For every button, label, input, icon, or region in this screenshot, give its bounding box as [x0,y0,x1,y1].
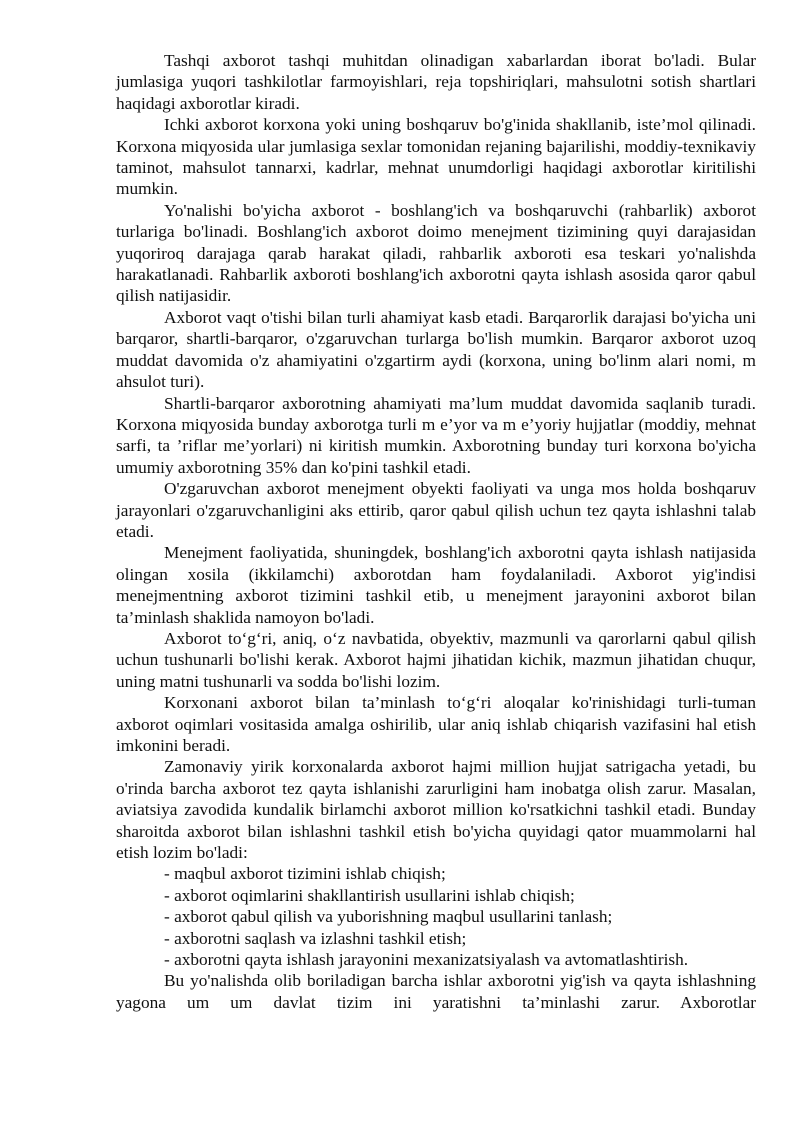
paragraph-large-enterprises: Zamonaviy yirik korxonalarda axborot hajmi million hujjat satrigacha yetadi, bu o'rinda barcha axborot tez qayta ishlanishi zarurligini ham inobatga olish zarur. Masalan, aviatsiya zavodida kundalik birlamchi axborot million ko'rsatkichni tashkil etadi. Bunday sharoitda axborot bilan ishlashni tashkil etish bo'yicha quyidagi qator muammolarni hal etish lozim bo'ladi: [116,757,756,863]
paragraph-variable-info: O'zgaruvchan axborot menejment obyekti faoliyati va unga mos holda boshqaruv jarayonlari o'zgaruvchanligini aks ettirib, qaror qabul qilish uchun tez qayta ishlashni talab etadi. [116,479,756,541]
list-item: - axborotni saqlash va izlashni tashkil etish; [164,928,467,948]
paragraph-info-requirements: Axborot to‘g‘ri, aniq, o‘z navbatida, obyektiv, mazmunli va qarorlarni qabul qilish uchun tushunarli bo'lishi kerak. Axborot hajmi jihatidan kichik, mazmun jihatidan chuqur, uning matni tushunarli va sodda bo'lishi lozim. [116,628,756,691]
list-item: - axborot oqimlarini shakllantirish usullarini ishlab chiqish; [164,885,575,905]
problems-list [116,863,756,970]
paragraph-stability: Axborot vaqt o'tishi bilan turli ahamiyat kasb etadi. Barqarorlik darajasi bo'yicha uni barqaror, shartli-barqaror, o'zgaruvchan turlarga bo'lish mumkin. Barqaror axborot uzoq muddat davomida o'z ahamiyatini o'zgartirm aydi (korxona, uning bo'linm alari nomi, m ahsulot turi). [116,307,756,392]
paragraph-unified-system: Bu yo'nalishda olib boriladigan barcha ishlar axborotni yig'ish va qayta ishlashning yagona um um davlat tizim ini yaratishni ta’minlashi zarur. Axborotlar [116,971,756,1012]
paragraph-info-flows: Korxonani axborot bilan ta’minlash to‘g‘ri aloqalar ko'rinishidagi turli-tuman axborot oqimlari vositasida amalga oshirilib, ular aniq ishlab chiqarish vazifasini hal etish imkonini beradi. [116,693,756,755]
paragraph-external-info: Tashqi axborot tashqi muhitdan olinadigan xabarlardan iborat bo'ladi. Bular jumlasiga yuqori tashkilotlar farmoyishlari, reja topshiriqlari, mahsulotni sotish shartlari haqidagi axborotlar kiradi. [116,51,756,113]
list-item: - axborot qabul qilish va yuborishning maqbul usullarini tanlash; [164,907,613,927]
list-item: - maqbul axborot tizimini ishlab chiqish; [164,864,446,884]
list-item: - axborotni qayta ishlash jarayonini mexanizatsiyalash va avtomatlashtirish. [164,950,689,970]
paragraph-internal-info: Ichki axborot korxona yoki uning boshqaruv bo'g'inida shakllanib, iste’mol qilinadi. Korxona miqyosida ular jumlasiga sexlar tomonidan rejaning bajarilishi, moddiy-texnikaviy taminot, mahsulot tannarxi, kadrlar, mehnat unumdorligi haqidagi axborotlar kiritilishi mumkin. [116,115,756,199]
paragraph-direction: Yo'nalishi bo'yicha axborot - boshlang'ich va boshqaruvchi (rahbarlik) axborot turlariga bo'linadi. Boshlang'ich axborot doimo menejment tizimining quyi darajasidan yuqoriroq darajaga qarab harakat qiladi, rahbarlik axboroti esa teskari yo'nalishda harakatlanadi. Rahbarlik axboroti boshlang'ich axborotni qayta ishlash asosida qaror qabul qilish natijasidir. [116,200,756,306]
paragraph-conditionally-stable: Shartli-barqaror axborotning ahamiyati ma’lum muddat davomida saqlanib turadi. Korxona miqyosida bunday axborotga turli m e’yor va m e’yoriy hujjatlar (moddiy, mehnat sarfi, ta ’riflar me’yorlari) ni kiritish mumkin. Axborotning bunday turi korxona bo'yicha umumiy axborotning 35% dan ko'pini tashkil etadi. [116,393,756,477]
document-page [116,50,756,1013]
paragraph-derived-info: Menejment faoliyatida, shuningdek, boshlang'ich axborotni qayta ishlash natijasida olingan xosila (ikkilamchi) axborotdan ham foydalaniladi. Axborot yig'indisi menejmentning axborot tizimini tashkil etib, u menejment jarayonini axborot bilan ta’minlash shaklida namoyon bo'ladi. [116,543,756,627]
